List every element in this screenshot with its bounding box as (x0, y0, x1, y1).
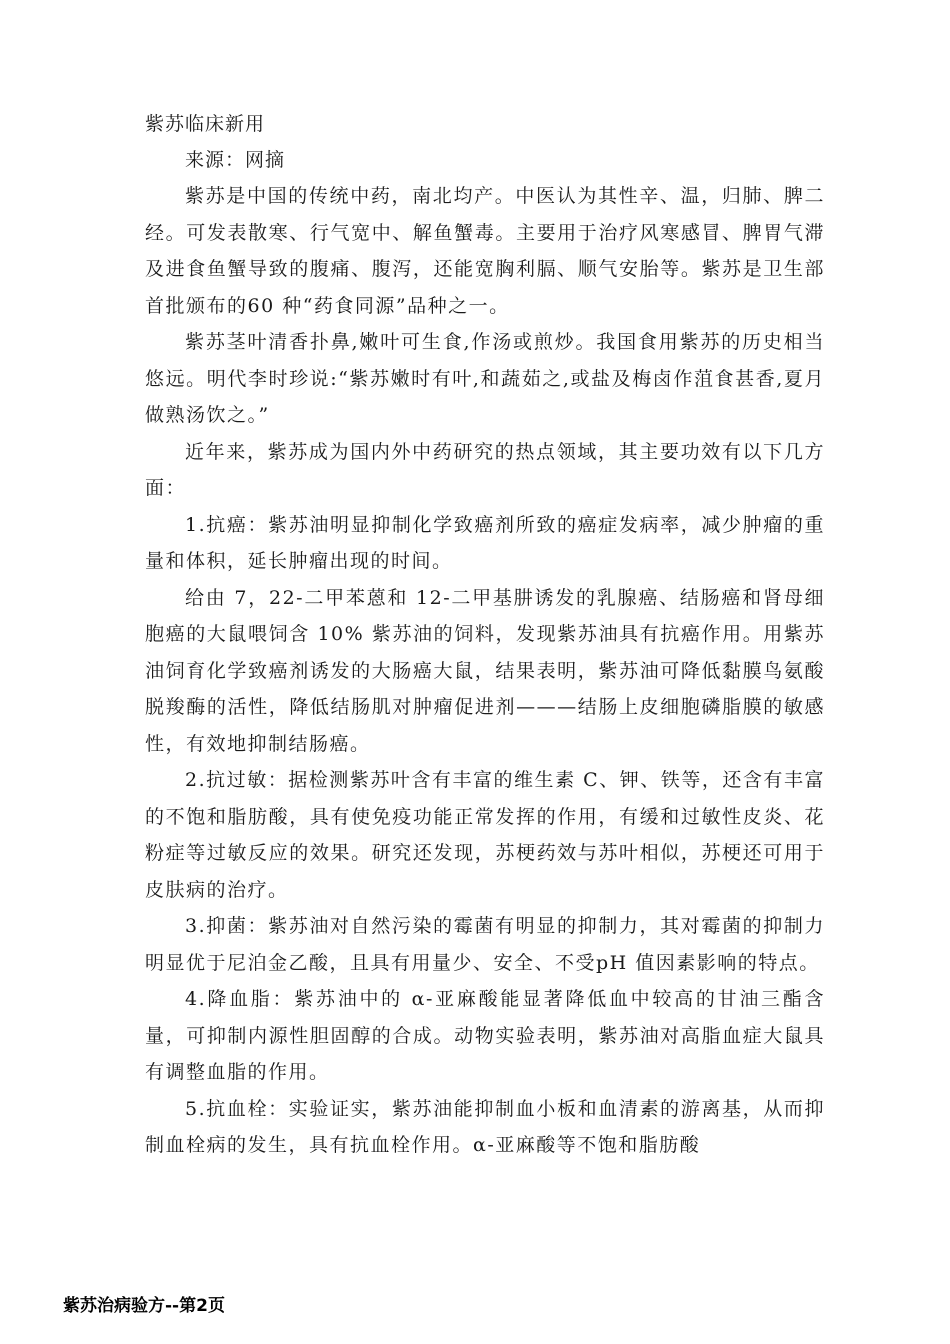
source-line: 来源：网摘 (185, 149, 286, 171)
paragraph-anticancer: 1.抗癌：紫苏油明显抑制化学致癌剂所致的癌症发病率，减少肿瘤的重量和体积，延长肿瘤出现的时间。 (145, 513, 825, 572)
paragraph-antiallergy: 2.抗过敏：据检测紫苏叶含有丰富的维生素 C、钾、铁等，还含有丰富的不饱和脂肪酸，具有使免疫功能正常发挥的作用，有缓和过敏性皮炎、花粉症等过敏反应的效果。研究还发现，苏梗药效与苏叶相似，苏梗还可用于皮肤病的治疗。 (145, 769, 825, 901)
document-title: 紫苏临床新用 (145, 113, 266, 135)
paragraph-edible-history: 紫苏茎叶清香扑鼻,嫩叶可生食,作汤或煎炒。我国食用紫苏的历史相当悠远。明代李时珍说:“紫苏嫩时有叶,和蔬茹之,或盐及梅卤作菹食甚香,夏月做熟汤饮之。” (145, 331, 825, 426)
paragraph-antibacterial: 3.抑菌：紫苏油对自然污染的霉菌有明显的抑制力，其对霉菌的抑制力明显优于尼泊金乙酸，且具有用量少、安全、不受pH 值因素影响的特点。 (145, 915, 825, 974)
page-footer: 紫苏治病验方--第2页 (63, 1296, 225, 1316)
paragraph-lipid-lowering: 4.降血脂：紫苏油中的 α-亚麻酸能显著降低血中较高的甘油三酯含量，可抑制内源性胆固醇的合成。动物实验表明，紫苏油对高脂血症大鼠具有调整血脂的作用。 (145, 988, 825, 1083)
paragraph-intro: 紫苏是中国的传统中药，南北均产。中医认为其性辛、温，归肺、脾二经。可发表散寒、行气宽中、解鱼蟹毒。主要用于治疗风寒感冒、脾胃气滞及进食鱼蟹导致的腹痛、腹泻，还能宽胸利膈、顺气安胎等。紫苏是卫生部首批颁布的60 种“药食同源”品种之一。 (145, 185, 825, 317)
paragraph-antithrombotic: 5.抗血栓：实验证实，紫苏油能抑制血小板和血清素的游离基，从而抑制血栓病的发生，具有抗血栓作用。α-亚麻酸等不饱和脂肪酸 (145, 1097, 825, 1156)
paragraph-research-overview: 近年来，紫苏成为国内外中药研究的热点领域，其主要功效有以下几方面： (145, 440, 825, 499)
paragraph-anticancer-study: 给由 7，22-二甲苯蒽和 12-二甲基肼诱发的乳腺癌、结肠癌和肾母细胞癌的大鼠喂饲含 10% 紫苏油的饲料，发现紫苏油具有抗癌作用。用紫苏油饲育化学致癌剂诱发的大肠癌大鼠，结果表明，紫苏油可降低黏膜鸟氨酸脱羧酶的活性，降低结肠肌对肿瘤促进剂———结肠上皮细胞磷脂膜的敏感性，有效地抑制结肠癌。 (145, 586, 825, 755)
document-body (145, 106, 825, 1164)
